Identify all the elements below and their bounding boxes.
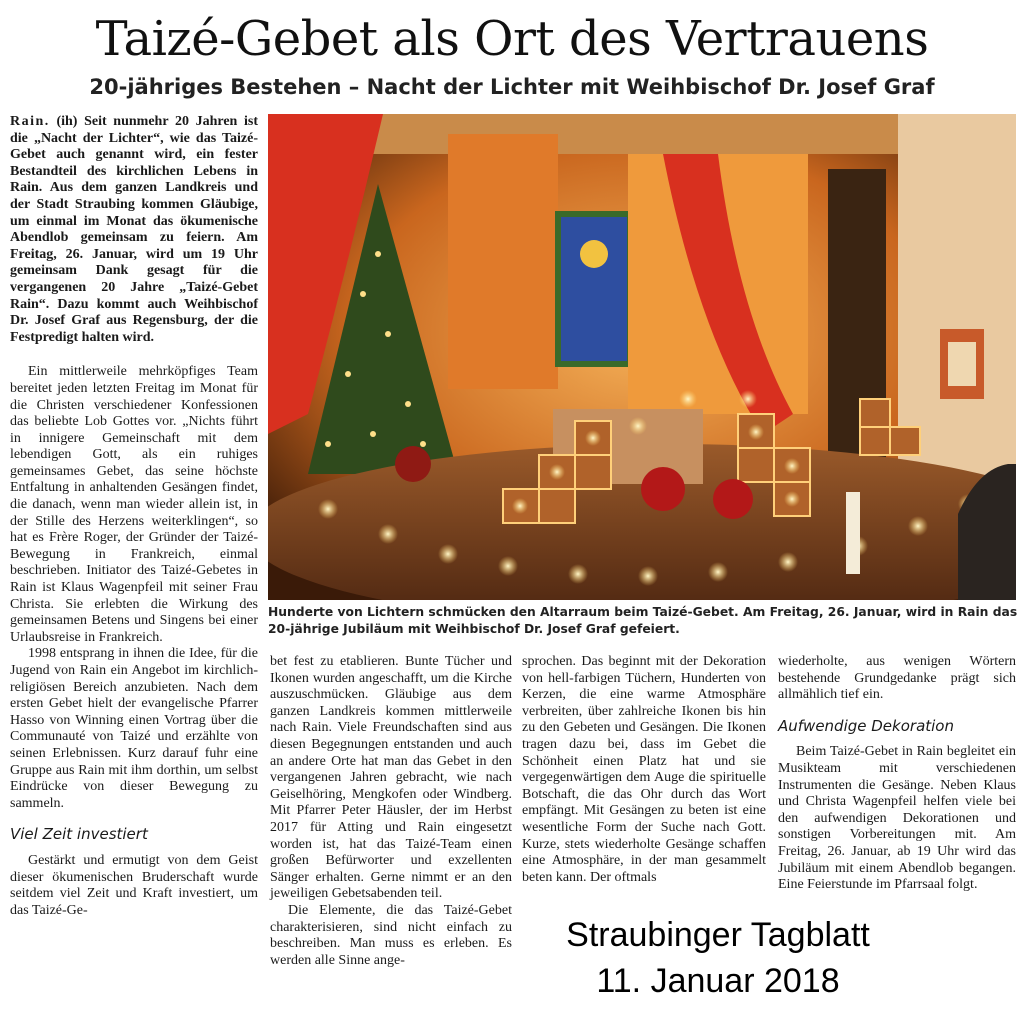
subhead-viel-zeit: Viel Zeit investiert xyxy=(10,825,148,844)
body-paragraph: Beim Taizé-Gebet in Rain begleitet ein Musikteam mit verschiedenen Instrumenten die Gesänge. Neben Klaus und Christa Wagenpfeil helfen viele bei den aufwendigen Dekorationen und sonstigen Vorbereitungen mit. Am Freitag, 26. Januar, ab 19 Uhr wird das Jubiläum mit einem Abendlob begangen. Eine Feierstunde im Pfarrsaal folgt. xyxy=(778,744,1016,893)
newspaper-name: Straubinger Tagblatt xyxy=(566,916,870,954)
headline: Taizé-Gebet als Ort des Vertrauens xyxy=(95,11,929,67)
dateline: Rain. xyxy=(10,114,50,129)
article-column-1 xyxy=(10,114,258,919)
body-paragraph: Gestärkt und ermutigt von dem Geist dieser ökumenischen Bruderschaft wurde seitdem viel Zeit und Kraft investiert, um das Taizé-Ge- xyxy=(10,852,258,918)
lead-paragraph xyxy=(10,114,258,346)
article-column-2 xyxy=(270,654,512,969)
body-paragraph: Die Elemente, die das Taizé-Gebet charakterisieren, sind nicht einfach zu beschreiben. Man muss es erleben. Es werden alle Sinne ange- xyxy=(270,902,512,968)
lead-text: (ih) Seit nunmehr 20 Jahren ist die „Nacht der Lichter“, wie das Taizé-Gebet auch genannt wird, ein fester Bestandteil des kirchlichen Lebens in Rain. Aus dem ganzen Landkreis und der Stadt Straubing kommen Gläubige, um einmal im Monat das ökumenische Abendlob gemeinsam zu feiern. Am Freitag, 26. Januar, wird um 19 Uhr gemeinsam Dank gesagt für die vergangenen 20 Jahre „Taizé-Gebet Rain“. Dazu kommt auch Weihbischof Dr. Josef Graf aus Regensburg, der die Festpredigt halten wird. xyxy=(10,114,259,345)
body-paragraph: 1998 entsprang in ihnen die Idee, für die Jugend von Rain ein Angebot im kirchlich-religiösen Bereich anzubieten. Nach dem ersten Gebet hielt der evangelische Pfarrer Hasso von Winning einen Vortrag über die Communauté von Taizé und erzählte von seinen Erlebnissen. Kurz darauf fuhr eine Gruppe aus Rain mit ihm dorthin, um selbst Eindrücke von dieser Bewegung zu sammeln. xyxy=(10,646,258,811)
source-credit xyxy=(528,912,908,1004)
altar-photo xyxy=(268,114,1016,600)
body-paragraph: bet fest zu etablieren. Bunte Tücher und Ikonen wurden angeschafft, um die Kirche auszuschmücken. Gläubige aus dem ganzen Landkreis kommen mittlerweile nach Rain. Viele Freundschaften sind aus diesen Begegnungen entstanden und auch an andere Orte hat man das Gebet in den vergangenen Jahren gebracht, wie nach Geiselhöring, Mengkofen oder Windberg. Mit Pfarrer Peter Häusler, der im Herbst 2017 für Atting und Rain eingesetzt worden ist, hat das Taizé-Team einen großen Befürworter und exzellenten Sänger erhalten. Gerne nimmt er an den jeweiligen Gebetsabenden teil. xyxy=(270,654,512,902)
publication-date: 11. Januar 2018 xyxy=(596,962,840,1000)
article-column-3 xyxy=(522,654,766,886)
photo-caption: Hunderte von Lichtern schmücken den Altarraum beim Taizé-Gebet. Am Freitag, 26. Januar, wird in Rain das 20-jährige Jubiläum mit Weihbischof Dr. Josef Graf gefeiert. xyxy=(268,605,1018,636)
subhead-aufwendige-dekoration: Aufwendige Dekoration xyxy=(778,716,954,735)
body-paragraph: wiederholte, aus wenigen Wörtern bestehende Grundgedanke prägt sich allmählich tief ein. xyxy=(778,654,1016,703)
subheadline: 20-jähriges Bestehen – Nacht der Lichter mit Weihbischof Dr. Josef Graf xyxy=(89,75,935,99)
body-paragraph: Ein mittlerweile mehrköpfiges Team bereitet jeden letzten Freitag im Monat für die Christen verschiedener Konfessionen das beliebte Lob Gottes vor. „Nichts führt in innigere Gemeinschaft mit dem lebendigen Gott, als ein ruhiges gemeinsames Gebet, das seine höchste Entfaltung in anhaltenden Gesängen findet, die danach, wenn man wieder allein ist, in der Stille des Herzens weiterklingen“, so hat es Frère Roger, der Gründer der Taizé-Bewegung in Frankreich, einmal beschrieben. Initiator des Taizé-Gebetes in Rain ist Klaus Wagenpfeil mit seiner Frau Christa. Sie erlebten die Wirkung des gemeinsamen Betens und Singens bei einer Urlaubsreise in Frankreich. xyxy=(10,364,258,645)
body-paragraph: sprochen. Das beginnt mit der Dekoration von hell-farbigen Tüchern, Hunderten von Kerzen, die eine warme Atmosphäre verbreiten, über zahlreiche Ikonen bis hin zu den Gebeten und Gesängen. Die Ikonen tragen dazu bei, dass im Gebet die Schönheit einen Platz hat und sie vergegenwärtigen dem Auge die spirituelle Botschaft, die das Ohr durch das Wort empfängt. Mit Gesängen zu beten ist eine wesentliche Form der Suche nach Gott. Kurze, stets wiederholte Gesänge schaffen eine Atmosphäre, in der man gesammelt beten kann. Der oftmals xyxy=(522,654,766,885)
article-column-4 xyxy=(778,654,1016,894)
